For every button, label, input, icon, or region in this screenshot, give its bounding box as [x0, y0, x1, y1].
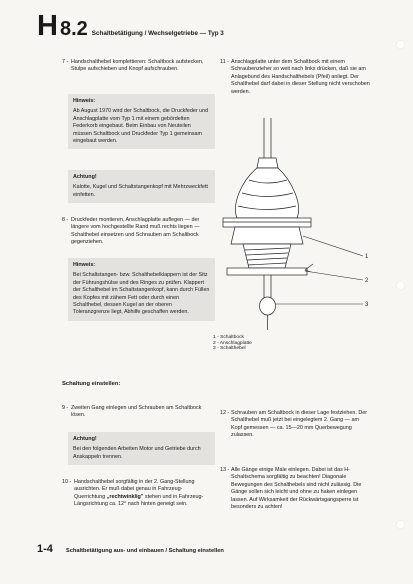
right-column [220, 467, 370, 511]
left-column [62, 217, 209, 247]
achtung-box [68, 170, 215, 203]
hinweis-heading: Hinweis: [73, 98, 96, 104]
achtung-text: Kalotte, Kugel und Schaltstangenkopf mit Mehrzweckfett einfetten. [73, 184, 208, 198]
step-number: 11 - [220, 59, 229, 65]
step-number: 8 - [62, 217, 69, 223]
page-footer [37, 543, 224, 555]
step-text: Alle Gänge einige Male einlegen. Dabei ist das H-Schaltschema sorgfältig zu beachten! Diagonale Bewegungen des Schalthebels sind nicht zulässig. Die Gänge sollen sich leicht und ohne zu haken einlegen lassen. Auf Wirksamkeit der Rückwärtsgangsperre ist besonders zu achten! [231, 467, 362, 511]
punch-hole [396, 40, 405, 49]
step-number: 13 - [220, 467, 230, 473]
step-text-emphasis: „rechtwinklig" [106, 493, 144, 500]
left-column [62, 59, 209, 74]
achtung-box [68, 432, 215, 465]
step-number: 10 - [62, 479, 72, 485]
right-column [220, 410, 370, 440]
step-10 [62, 479, 209, 509]
hinweis-box [68, 258, 215, 321]
right-column [220, 59, 370, 96]
header-title: Schaltbetätigung / Wechselgetriebe — Typ 3 [91, 30, 224, 37]
step-9 [62, 405, 209, 420]
figure-label: 1 [365, 254, 369, 260]
step-number: 12 - [220, 410, 230, 416]
step-12 [220, 410, 370, 440]
step-8 [62, 217, 209, 247]
achtung-heading: Achtung! [73, 436, 97, 442]
section-number: 8.2 [59, 18, 88, 40]
step-text: Anschlagplatte unter dem Schaltbock mit einem Schraubenzieher so weit nach links drücken, daß sie am Anlagebund des Handschalthebels (Pfeil) anliegt. Der Schalthebel darf dabei in dieser Stellung nicht verschoben werden. [231, 59, 370, 95]
step-13 [220, 467, 370, 511]
left-column [62, 479, 209, 509]
caption-line: 2 - Anschlagplatte [213, 340, 252, 346]
punch-hole [396, 520, 405, 529]
page-number: 1-4 [37, 543, 53, 555]
step-text: Druckfeder montieren, Anschlagplatte auflegen — der längere vom hochgestellte Rand muß rechts liegen — Schalthebel einsetzen und Schrauben am Schaltbock gegenziehen. [71, 217, 200, 246]
figure-label: 2 [365, 278, 369, 284]
caption-line: 3 - Schalthebel [213, 346, 246, 352]
hinweis-text: Ab August 1970 wird der Schaltbock, die Druckfeder und Anschlagplatte vom Typ 1 mit einem gebördelten Federkorb eingebaut. Beim Einbau von Neuteilen müssen Schaltbock und Druckfeder Typ 1 gemeinsam eingebaut werden. [73, 108, 209, 145]
step-text-part: stehen und in Fahrzeug-Längsrichtung ca. 12° nach hinten geneigt sein. [74, 493, 204, 508]
caption-line: 1 - Schaltbock [213, 335, 244, 340]
achtung-heading: Achtung! [73, 174, 97, 180]
step-number: 9 - [62, 405, 69, 411]
step-text [74, 479, 209, 509]
section-letter: H [37, 10, 57, 42]
hinweis-heading: Hinweis: [73, 262, 96, 268]
hinweis-box [68, 94, 215, 149]
achtung-text: Bei den folgenden Arbeiten Motor und Getriebe durch Anskappeln trennen. [73, 446, 201, 460]
step-text: Schrauben am Schaltbock in dieser Lage festziehen. Der Schalthebel muß jetzt bei eingelegtem 2. Gang — am Kopf gemessen — ca. 15—20 mm Querbewegung zulassen. [231, 410, 368, 439]
figure-caption [213, 335, 252, 352]
left-column [62, 405, 209, 420]
gear-shift-drawing [205, 118, 380, 333]
punch-hole [396, 281, 405, 290]
step-text-part: Handschalthebel sorgfältig in der 2. Gang-Stellung ausrichten. Er muß dabei genau in Fahrzeug-Querrichtung [74, 479, 195, 500]
step-text: Zweiten Gang einlegen und Schrauben am Schaltbock lösen. [71, 405, 202, 419]
step-number: 7 - [62, 59, 69, 65]
page-header [37, 12, 224, 41]
step-7 [62, 59, 209, 74]
step-text: Handschalthebel komplettieren: Schaltbock aufstecken, Stulpe aufschieben und Knopf aufschrauben. [71, 59, 204, 73]
step-11 [220, 59, 370, 96]
schaltung-heading: Schaltung einstellen: [62, 381, 121, 387]
hinweis-text: Bei Schaltstangen- bzw. Schalthebelklappern ist der Sitz der Führungshülse und des Ringes zu prüfen. Klappert der Schalthebel im Schaltstangenkopf, kann durch Füllen des Kopfes mit zähem Fett oder durch einen Schalthebel, dessen Kugel an der oberen Toleranzgrenze liegt, Abhilfe geschaffen werden. [73, 272, 210, 316]
footer-title: Schaltbetätigung aus- und einbauen / Schaltung einstellen [65, 548, 224, 554]
figure-label: 3 [365, 302, 369, 308]
